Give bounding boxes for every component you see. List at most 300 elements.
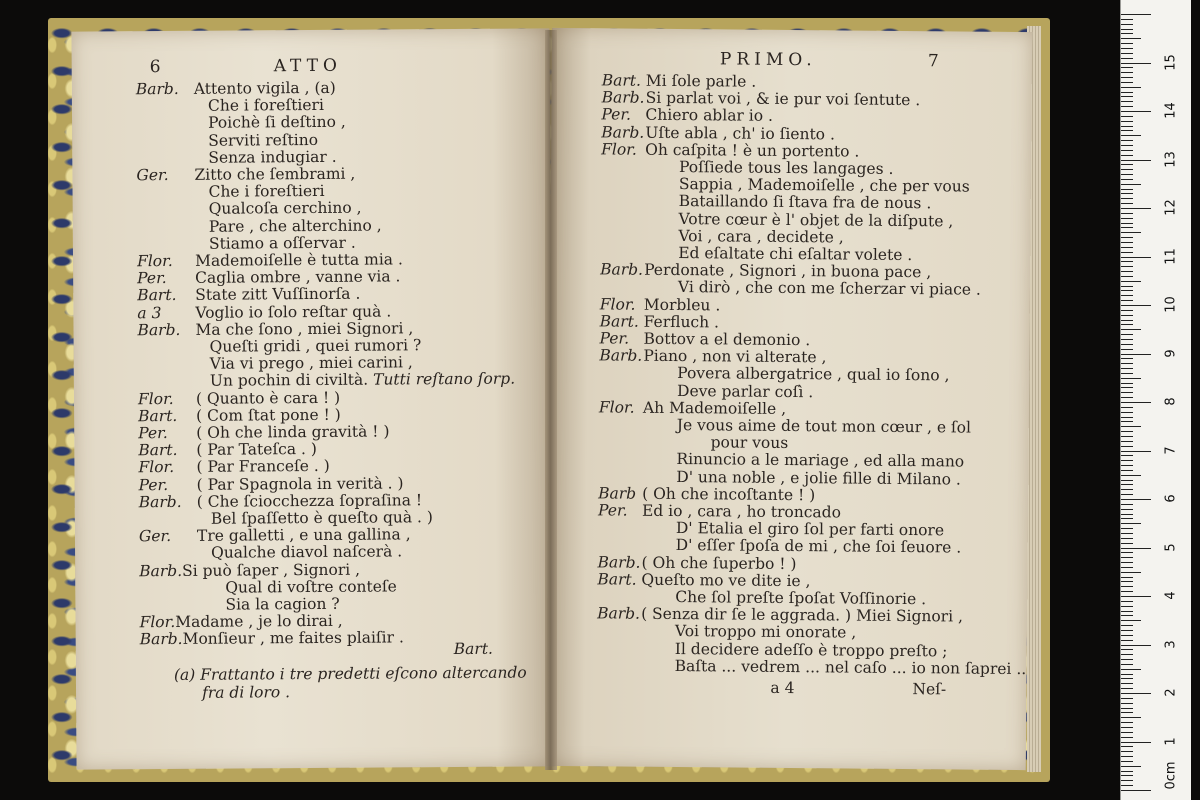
- ruler-tick: [1121, 654, 1133, 655]
- speaker-label: Bart.: [137, 286, 177, 305]
- speaker-label: Flor.: [139, 613, 176, 632]
- verse-text: Mademoiſelle è tutta mia .: [194, 250, 403, 270]
- ruler-tick: [1121, 625, 1133, 626]
- ruler-tick: [1121, 354, 1151, 355]
- speaker-label: Flor.: [599, 294, 636, 314]
- ruler-tick: [1121, 785, 1133, 786]
- ruler-tick: [1121, 659, 1133, 660]
- verse-text: ( Par Franceſe . ): [196, 457, 330, 477]
- ruler-number: 10: [1163, 296, 1179, 313]
- speaker-label: Flor.: [136, 251, 173, 271]
- ruler-tick: [1121, 344, 1133, 345]
- ruler-tick: [1121, 252, 1133, 253]
- verse-text: Perdonate , Signori , in buona pace ,: [644, 260, 932, 282]
- ruler-tick: [1121, 121, 1133, 122]
- text-line: [599, 399, 786, 418]
- speaker-label: Barb: [598, 484, 637, 503]
- ruler-tick: [1121, 494, 1133, 495]
- footnote-line-1: [174, 665, 527, 685]
- ruler-tick: [1121, 693, 1151, 694]
- ruler-tick: [1121, 688, 1133, 689]
- ruler-tick: [1121, 227, 1133, 228]
- ruler-tick: [1121, 543, 1133, 544]
- verse-text: D' Etalia el giro ſol per farti onore: [675, 519, 945, 540]
- footnote-text-1: Frattanto i tre predetti eſcono altercando: [200, 663, 527, 684]
- ruler-tick: [1121, 737, 1133, 738]
- ruler-tick: [1121, 145, 1133, 146]
- book-gutter: [545, 30, 557, 770]
- ruler-tick: [1121, 387, 1133, 388]
- ruler-tick: [1121, 751, 1133, 752]
- verse-text: Morbleu .: [643, 295, 721, 314]
- ruler-tick: [1121, 63, 1151, 64]
- ruler-tick: [1121, 334, 1133, 335]
- ruler-tick: [1121, 635, 1133, 636]
- verse-text: Il decidere adeſſo è troppo preſto ;: [674, 639, 948, 660]
- ruler-tick: [1121, 460, 1133, 461]
- verse-text: D' eſſer ſpoſa de mi , che ſoi ſeuore .: [675, 536, 962, 557]
- speaker-label: Barb.: [597, 552, 641, 572]
- ruler-number: 9: [1163, 348, 1179, 358]
- ruler-tick: [1121, 746, 1133, 747]
- speaker-label: Barb.: [599, 346, 643, 365]
- ruler-tick: [1121, 722, 1133, 723]
- ruler-tick: [1121, 664, 1133, 665]
- ruler-tick: [1121, 96, 1133, 97]
- verse-text: ( Par Tateſca . ): [196, 440, 317, 460]
- ruler-tick: [1121, 572, 1141, 573]
- verse-text: Qual di voſtre conteſe: [225, 577, 397, 597]
- ruler-tick: [1121, 140, 1133, 141]
- verse-text: Qualche diavol naſcerà .: [211, 542, 403, 563]
- ruler-tick: [1121, 324, 1133, 325]
- verse-text: Votre cœur è l' objet de la diſpute ,: [678, 209, 954, 231]
- ruler-tick: [1121, 606, 1133, 607]
- ruler-tick: [1121, 169, 1133, 170]
- ruler-tick: [1121, 581, 1133, 582]
- speaker-label: Bart.: [599, 312, 639, 331]
- right-page-number: 7: [927, 51, 939, 72]
- speaker-label: Ger.: [138, 527, 172, 546]
- text-line: [140, 630, 404, 649]
- ruler-tick: [1121, 455, 1133, 456]
- ruler-tick: [1121, 305, 1151, 306]
- ruler-tick: [1121, 436, 1133, 437]
- ruler-tick: [1121, 320, 1133, 321]
- verse-text: Che i foreſtieri: [208, 182, 325, 201]
- ruler-tick: [1121, 184, 1141, 185]
- verse-text: Voi , cara , decidete ,: [678, 226, 844, 247]
- ruler-tick: [1121, 611, 1133, 612]
- verse-text: Senza indugiar .: [208, 147, 337, 167]
- ruler-tick: [1121, 213, 1133, 214]
- ruler-tick: [1121, 577, 1133, 578]
- verse-text: Vi dirò , che con me ſcherzar vi piace .: [677, 278, 981, 300]
- ruler-tick: [1121, 82, 1133, 83]
- ruler-tick: [1121, 533, 1133, 534]
- ruler-tick: [1121, 645, 1151, 646]
- speaker-label: Barb.: [135, 79, 179, 99]
- signature-mark: a 4: [770, 678, 795, 698]
- ruler-tick: [1121, 101, 1133, 102]
- ruler-tick: [1121, 562, 1133, 563]
- ruler-tick: [1121, 193, 1133, 194]
- ruler-tick: [1121, 514, 1133, 515]
- ruler-number: 11: [1163, 247, 1179, 265]
- verse-text: Piano , non vi alterate ,: [643, 346, 827, 367]
- ruler-tick: [1121, 538, 1133, 539]
- ruler-tick: [1121, 518, 1133, 519]
- verse-text: Ed io , cara , ho troncado: [641, 501, 842, 522]
- footnote-marker: (a): [173, 665, 196, 684]
- text-line: [600, 296, 721, 314]
- ruler-tick: [1121, 257, 1151, 258]
- speaker-label: Flor.: [137, 389, 174, 408]
- ruler-tick: [1121, 446, 1133, 447]
- ruler-tick: [1121, 378, 1141, 379]
- verse-text: Tre galletti , e una gallina ,: [196, 525, 411, 546]
- verse-text: Via vi prego , miei carini ,: [209, 353, 413, 373]
- speaker-label: Barb.: [601, 122, 645, 142]
- text-line: [597, 623, 856, 642]
- left-page-number: 6: [149, 57, 161, 78]
- ruler-number: 5: [1163, 542, 1179, 552]
- speaker-label: Barb.: [597, 604, 641, 623]
- verse-text: Bottov a el demonio .: [643, 329, 811, 350]
- speaker-label: Barb.: [139, 630, 183, 649]
- ruler-tick: [1121, 528, 1133, 529]
- ruler-number: 6: [1163, 494, 1179, 503]
- ruler-tick: [1121, 223, 1133, 224]
- speaker-label: Barb.: [137, 320, 181, 340]
- verse-text: Voi troppo mi onorate ,: [674, 622, 857, 642]
- ruler-number: 7: [1163, 445, 1179, 455]
- verse-text: ( Oh che ſuperbo ! ): [641, 553, 797, 573]
- verse-text: ( Senza dir ſe le aggrada. ) Miei Signori ,: [641, 604, 964, 626]
- verse-text: Je vous aime de tout mon cœur , e ſol: [676, 416, 972, 437]
- ruler-tick: [1121, 742, 1151, 743]
- ruler-number: 12: [1163, 199, 1179, 216]
- ruler-tick: [1121, 155, 1133, 156]
- ruler-tick: [1121, 126, 1133, 127]
- verse-text: ( Com ſtat pone ! ): [196, 405, 341, 425]
- verse-text: Baſta ... vedrem ... nel caſo ... io non ſaprei ..: [674, 656, 1027, 678]
- ruler-tick: [1121, 261, 1133, 262]
- ruler-tick: [1121, 310, 1133, 311]
- speaker-label: Per.: [597, 501, 628, 520]
- speaker-label: Bart.: [138, 406, 178, 426]
- ruler-tick: [1121, 106, 1133, 107]
- verse-text: Queſti gridi , quei rumori ?: [209, 336, 422, 356]
- ruler-tick: [1121, 586, 1133, 587]
- ruler-tick: [1121, 237, 1133, 238]
- ruler-tick: [1121, 775, 1133, 776]
- verse-text: ( Che ſciocchezza ſopraſina !: [196, 491, 423, 511]
- ruler-tick: [1121, 499, 1151, 500]
- ruler-tick: [1121, 790, 1151, 791]
- ruler-tick: [1121, 300, 1133, 301]
- ruler-tick: [1121, 150, 1133, 151]
- ruler-tick: [1121, 111, 1151, 112]
- ruler-tick: [1121, 33, 1133, 34]
- ruler-number: 1: [1163, 736, 1179, 746]
- ruler-unit-label: 0cm: [1163, 761, 1179, 790]
- ruler-tick: [1121, 135, 1141, 136]
- ruler-tick: [1121, 470, 1133, 471]
- ruler-tick: [1121, 674, 1133, 675]
- ruler-tick: [1121, 286, 1133, 287]
- ruler-tick: [1121, 339, 1133, 340]
- ruler-tick: [1121, 712, 1133, 713]
- verse-text: ( Oh che linda gravità ! ): [196, 422, 390, 442]
- speaker-label: Bart.: [597, 570, 637, 589]
- ruler-tick: [1121, 43, 1133, 44]
- ruler-tick: [1121, 266, 1133, 267]
- ruler-tick: [1121, 130, 1133, 131]
- right-page: [546, 28, 1032, 770]
- speaker-label: Ger.: [136, 166, 169, 185]
- verse-text: Uſte abla , ch' io ſiento .: [645, 123, 836, 143]
- ruler-number: 14: [1163, 102, 1179, 119]
- left-page: [71, 28, 554, 769]
- ruler-tick: [1121, 489, 1133, 490]
- ruler-tick: [1121, 649, 1133, 650]
- ruler-tick: [1121, 198, 1133, 199]
- verse-text: Ferfluch .: [643, 312, 720, 332]
- ruler-tick: [1121, 761, 1133, 762]
- speaker-label: Bart.: [138, 441, 178, 460]
- verse-text: Poſſiede tous les langages .: [678, 158, 894, 178]
- verse-text: Serviti reſtino: [208, 130, 319, 150]
- ruler-tick: [1121, 717, 1141, 718]
- ruler-tick: [1121, 431, 1133, 432]
- speaker-label: Per.: [601, 105, 632, 125]
- ruler-tick: [1121, 591, 1133, 592]
- verse-text: Zitto che ſembrami ,: [194, 164, 356, 184]
- speaker-label: Barb.: [601, 88, 645, 107]
- verse-text: Monſieur , me faites plaiſir .: [182, 628, 404, 649]
- ruler-tick: [1121, 24, 1133, 25]
- ruler-tick: [1121, 329, 1141, 330]
- ruler-tick: [1121, 383, 1133, 384]
- ruler-tick: [1121, 38, 1141, 39]
- verse-text: Madame , je lo dirai ,: [175, 611, 343, 632]
- ruler-tick: [1121, 281, 1141, 282]
- ruler-tick: [1121, 53, 1133, 54]
- ruler-tick: [1121, 780, 1133, 781]
- ruler-tick: [1121, 19, 1133, 20]
- ruler-tick: [1121, 678, 1133, 679]
- ruler-tick: [1121, 271, 1133, 272]
- ruler-tick: [1121, 290, 1133, 291]
- verse-text: Attento vigila , (a): [193, 78, 336, 98]
- ruler-tick: [1121, 683, 1133, 684]
- ruler-number: 2: [1163, 688, 1179, 697]
- verse-text: Bataillando ſi ſtava fra de nous .: [678, 192, 932, 213]
- ruler-tick: [1121, 523, 1141, 524]
- verse-text: Stiamo a oſſervar .: [208, 233, 356, 253]
- ruler-tick: [1121, 484, 1133, 485]
- verse-text: D' una noble , e jolie fille di Milano .: [676, 467, 961, 489]
- ruler-tick: [1121, 368, 1133, 369]
- verse-text: Ma che ſono , miei Signori ,: [195, 319, 414, 339]
- ruler-tick: [1121, 208, 1151, 209]
- speaker-label: Per.: [138, 475, 169, 494]
- verse-text: Chiero ablar io .: [645, 106, 774, 126]
- ruler-tick: [1121, 504, 1133, 505]
- speaker-label: a 3: [137, 303, 162, 322]
- ruler-tick: [1121, 703, 1133, 704]
- ruler-tick: [1121, 373, 1133, 374]
- verse-text: Qualcoſa cerchino ,: [208, 199, 362, 219]
- verse-text: Voglio io ſolo reſtar quà .: [195, 302, 392, 322]
- verse-text: Caglia ombre , vanne via .: [195, 267, 401, 288]
- ruler-tick: [1121, 92, 1133, 93]
- ruler-tick: [1121, 669, 1141, 670]
- ruler-number: 4: [1163, 591, 1179, 600]
- ruler-tick: [1121, 29, 1133, 30]
- verse-text: State zitt Vuſſinorſa .: [195, 285, 361, 305]
- speaker-label: Barb.: [138, 492, 182, 512]
- verse-text: Sappia , Mademoiſelle , che per vous: [678, 175, 970, 196]
- ruler-tick: [1121, 48, 1133, 49]
- left-running-head: ATTO: [273, 55, 343, 77]
- ruler-tick: [1121, 58, 1133, 59]
- ruler-tick: [1121, 567, 1133, 568]
- ruler-tick: [1121, 203, 1133, 204]
- ruler-tick: [1121, 160, 1151, 161]
- verse-text: Pare , che alterchino ,: [208, 216, 382, 236]
- ruler-tick: [1121, 548, 1151, 549]
- verse-text: Poichè ſi deſtino ,: [208, 113, 346, 133]
- ruler-tick: [1121, 509, 1133, 510]
- ruler-tick: [1121, 247, 1133, 248]
- ruler-tick: [1121, 407, 1133, 408]
- speaker-label: Barb.: [600, 260, 644, 279]
- measuring-ruler: [1120, 0, 1191, 800]
- ruler-number: 3: [1163, 639, 1179, 649]
- ruler-number: 13: [1163, 150, 1179, 168]
- verse-text: Mi ſole parle .: [645, 71, 757, 91]
- ruler-number: 15: [1163, 53, 1179, 71]
- ruler-tick: [1121, 421, 1133, 422]
- speaker-label: Per.: [138, 424, 168, 443]
- ruler-tick: [1121, 417, 1133, 418]
- ruler-tick: [1121, 67, 1133, 68]
- ruler-tick: [1121, 358, 1133, 359]
- verse-text: Un pochin di civiltà.: [209, 371, 369, 391]
- ruler-tick: [1121, 441, 1133, 442]
- speaker-label: Flor.: [138, 458, 175, 477]
- right-running-head: PRIMO.: [719, 49, 817, 71]
- verse-text: Deve parlar coſì .: [676, 381, 814, 401]
- text-line: [599, 434, 789, 453]
- ruler-tick: [1121, 189, 1133, 190]
- speaker-label: Bart.: [601, 71, 642, 90]
- ruler-tick: [1121, 475, 1141, 476]
- ruler-tick: [1121, 77, 1133, 78]
- verse-text: ( Oh che incoſtante ! ): [642, 484, 816, 505]
- ruler-tick: [1121, 315, 1133, 316]
- verse-text: Si può ſaper , Signori ,: [182, 560, 361, 580]
- verse-text: Bel ſpaſſetto è queſto quà . ): [210, 508, 433, 528]
- ruler-tick: [1121, 402, 1151, 403]
- ruler-tick: [1121, 232, 1141, 233]
- ruler-tick: [1121, 218, 1133, 219]
- verse-text: Si parlat voi , & ie pur voi ſentute .: [645, 88, 921, 110]
- verse-text: Rinuncio a le mariage , ed alla mano: [676, 450, 965, 471]
- ruler-tick: [1121, 451, 1151, 452]
- ruler-tick: [1121, 727, 1133, 728]
- right-catchword: Neſ-: [912, 680, 947, 699]
- ruler-tick: [1121, 276, 1133, 277]
- ruler-tick: [1121, 426, 1141, 427]
- ruler-tick: [1121, 363, 1133, 364]
- ruler-tick: [1121, 620, 1141, 621]
- ruler-tick: [1121, 756, 1133, 757]
- footnote-line-2: fra di loro .: [201, 683, 291, 702]
- ruler-tick: [1121, 87, 1141, 88]
- verse-text: Povera albergatrice , qual io ſono ,: [677, 364, 950, 385]
- ruler-tick: [1121, 164, 1133, 165]
- speaker-label: Per.: [599, 329, 630, 348]
- ruler-tick: [1121, 480, 1133, 481]
- verse-text: Queſto mo ve dite ie ,: [641, 570, 811, 590]
- verse-text: Che i foreſtieri: [207, 96, 324, 115]
- ruler-tick: [1121, 14, 1151, 15]
- ruler-tick: [1121, 601, 1133, 602]
- ruler-tick: [1121, 557, 1133, 558]
- verse-text: Ed eſaltate chi eſaltar volete .: [678, 244, 913, 265]
- left-catchword: Bart.: [453, 639, 494, 659]
- ruler-tick: [1121, 732, 1133, 733]
- ruler-tick: [1121, 412, 1133, 413]
- ruler-tick: [1121, 349, 1133, 350]
- ruler-tick: [1121, 465, 1133, 466]
- ruler-tick: [1121, 116, 1133, 117]
- ruler-tick: [1121, 174, 1133, 175]
- text-line: [597, 657, 1027, 678]
- ruler-number: 8: [1163, 397, 1179, 406]
- ruler-tick: [1121, 295, 1133, 296]
- verse-text: ( Par Spagnola in verità . ): [196, 473, 404, 494]
- ruler-tick: [1121, 771, 1133, 772]
- verse-text: Sia la cagion ?: [225, 594, 340, 614]
- ruler-tick: [1121, 640, 1133, 641]
- speaker-label: Flor.: [598, 398, 635, 417]
- ruler-tick: [1121, 596, 1151, 597]
- ruler-tick: [1121, 552, 1133, 553]
- speaker-label: Flor.: [601, 140, 637, 159]
- ruler-tick: [1121, 392, 1133, 393]
- speaker-label: Barb.: [139, 561, 183, 580]
- ruler-tick: [1121, 72, 1133, 73]
- ruler-tick: [1121, 179, 1133, 180]
- verse-text: ( Quanto è cara ! ): [195, 388, 341, 408]
- ruler-tick: [1121, 242, 1133, 243]
- ruler-tick: [1121, 766, 1141, 767]
- verse-text: Oh caſpita ! è un portento .: [645, 140, 860, 161]
- ruler-tick: [1121, 615, 1133, 616]
- verse-text: Ah Mademoiſelle ,: [642, 398, 787, 418]
- verse-text: pour vous: [710, 433, 789, 453]
- verse-text: Che ſol preſte ſpoſat Voſſinorie .: [675, 588, 927, 609]
- speaker-label: Per.: [137, 269, 167, 288]
- ruler-tick: [1121, 698, 1133, 699]
- ruler-tick: [1121, 397, 1133, 398]
- stage-direction: Tutti reſtano ſorp.: [368, 369, 516, 390]
- ruler-tick: [1121, 630, 1133, 631]
